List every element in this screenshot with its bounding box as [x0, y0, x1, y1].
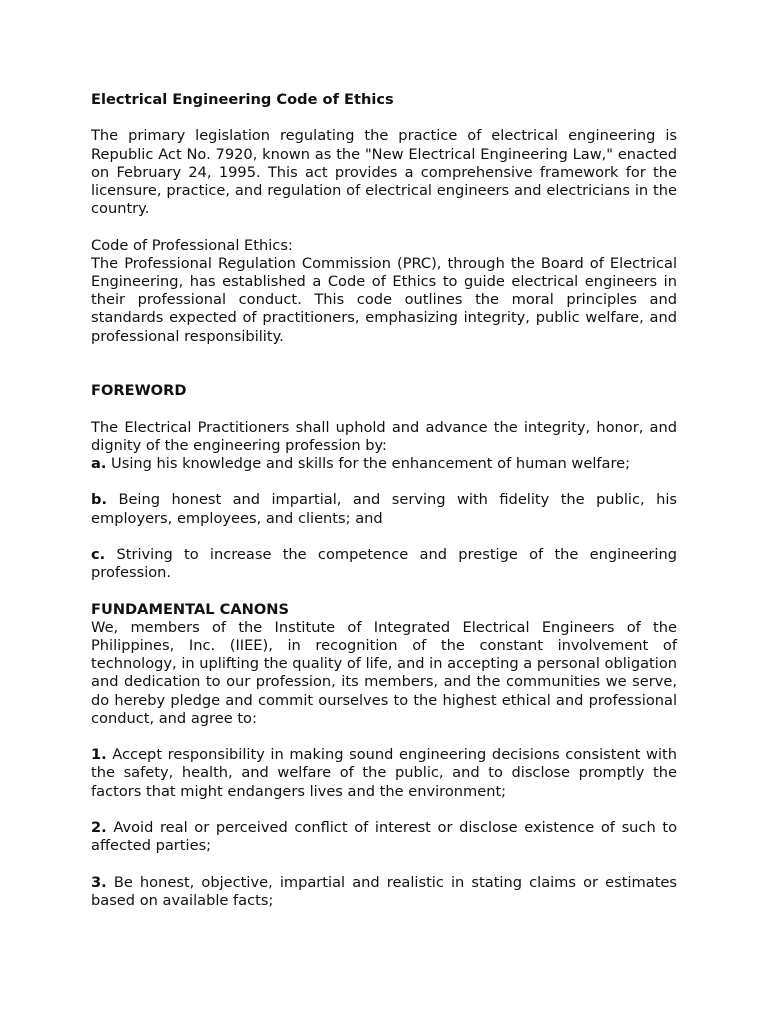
spacer	[91, 582, 677, 600]
item-marker: 3.	[91, 873, 107, 891]
document-page	[91, 91, 677, 910]
item-text: Be honest, objective, impartial and realistic in stating claims or estimates based on available facts;	[91, 873, 677, 909]
item-text: Being honest and impartial, and serving with fidelity the public, his employers, employees, and clients; and	[91, 491, 677, 527]
spacer	[91, 346, 677, 382]
spacer	[91, 473, 677, 491]
canon-item-1	[91, 746, 677, 801]
item-text: Using his knowledge and skills for the enhancement of human welfare;	[106, 455, 631, 472]
spacer	[91, 109, 677, 127]
foreword-item-b	[91, 491, 677, 527]
item-marker: c.	[91, 545, 106, 563]
foreword-item-c	[91, 546, 677, 582]
spacer	[91, 218, 677, 236]
spacer	[91, 528, 677, 546]
spacer	[91, 400, 677, 418]
foreword-intro: The Electrical Practitioners shall uphold and advance the integrity, honor, and dignity of the engineering profession by:	[91, 418, 677, 454]
item-marker: b.	[91, 491, 107, 509]
item-marker: 1.	[91, 746, 107, 764]
spacer	[91, 728, 677, 746]
document-title: Electrical Engineering Code of Ethics	[91, 91, 394, 108]
item-marker: a.	[91, 455, 107, 472]
item-text: Avoid real or perceived conflict of interest or disclose existence of such to affected parties;	[91, 818, 677, 855]
spacer	[91, 801, 677, 819]
code-paragraph: The Professional Regulation Commission (PRC), through the Board of Electrical Engineering, has established a Code of Ethics to guide electrical engineers in their professional conduct. This code outlines the moral principles and standards expected of practitioners, emphasizing integrity, public welfare, and professional responsibility.	[91, 254, 677, 345]
code-label: Code of Professional Ethics:	[91, 236, 293, 254]
foreword-item-a	[91, 455, 677, 473]
canon-item-2	[91, 819, 677, 855]
spacer	[91, 855, 677, 873]
item-text: Accept responsibility in making sound engineering decisions consistent with the safety, health, and welfare of the public, and to disclose promptly the factors that might endangers lives and the environment;	[91, 746, 677, 800]
canons-heading: FUNDAMENTAL CANONS	[91, 600, 289, 618]
item-marker: 2.	[91, 818, 107, 836]
item-text: Striving to increase the competence and prestige of the engineering profession.	[91, 545, 677, 582]
canons-intro: We, members of the Institute of Integrated Electrical Engineers of the Philippines, Inc. (IIEE), in recognition of the constant involvement of technology, in uplifting the quality of life, and in accepting a personal obligation and dedication to our profession, its members, and the communities we serve, do hereby pledge and commit ourselves to the highest ethical and professional conduct, and agree to:	[91, 618, 677, 727]
canon-item-3	[91, 874, 677, 910]
intro-paragraph: The primary legislation regulating the practice of electrical engineering is Republic Act No. 7920, known as the "New Electrical Engineering Law," enacted on February 24, 1995. This act provides a comprehensive framework for the licensure, practice, and regulation of electrical engineers and electricians in the country.	[91, 127, 677, 218]
foreword-heading: FOREWORD	[91, 382, 187, 400]
